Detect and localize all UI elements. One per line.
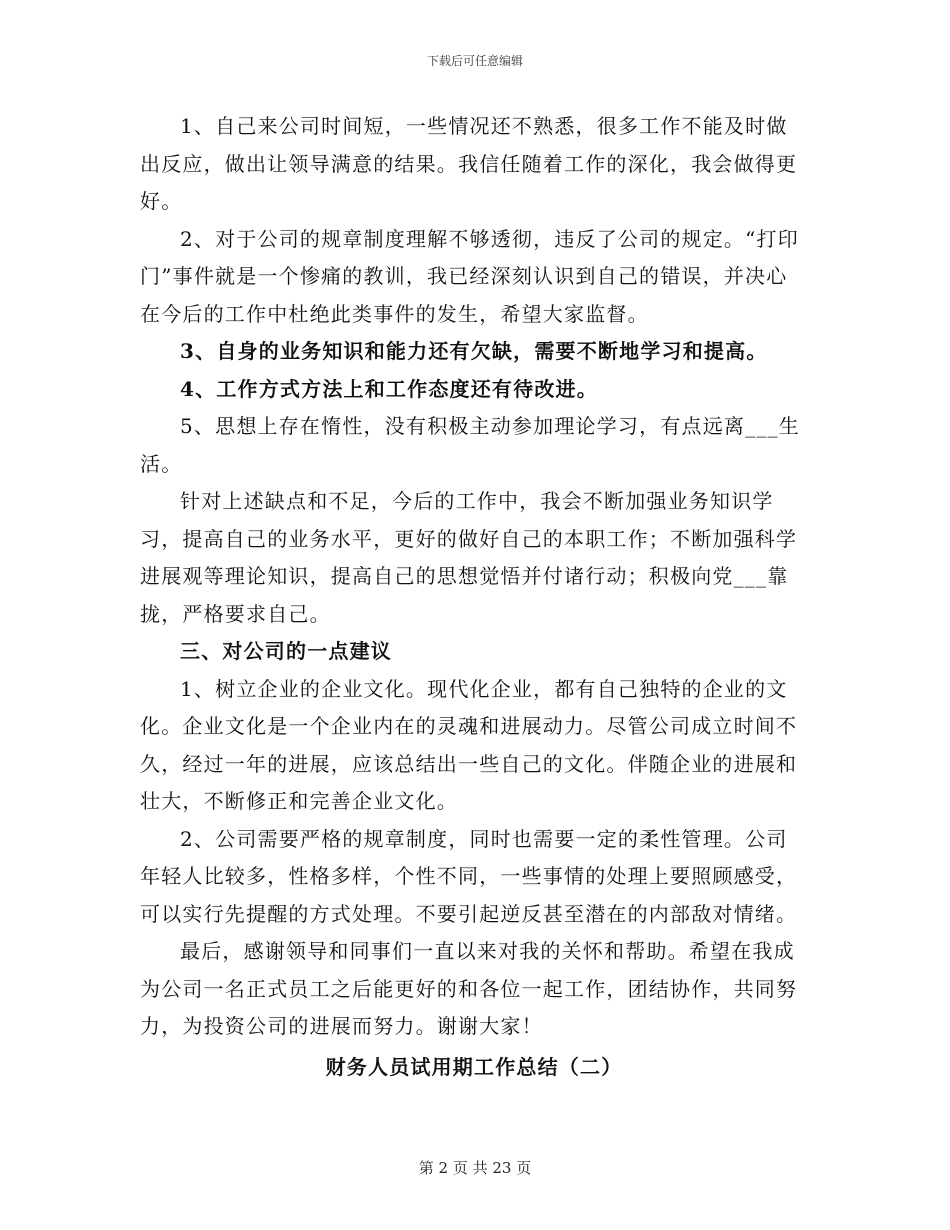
suggestion-item-1: 1、树立企业的企业文化。现代化企业，都有自己独特的企业的文化。企业文化是一个企业内在的灵魂和进展动力。尽管公司成立时间不久，经过一年的进展，应该总结出一些自己的文化。伴随企业的进展和壮大，不断修正和完善企业文化。 <box>140 676 798 813</box>
section-heading-suggestions: 三、对公司的一点建议 <box>180 639 392 663</box>
document-body <box>140 108 808 1086</box>
paragraph-item-2: 2、对于公司的规章制度理解不够透彻，违反了公司的规定。“打印门”事件就是一个惨痛的教训，我已经深刻认识到自己的错误，并决心在今后的工作中杜绝此类事件的发生，希望大家监督。 <box>140 226 799 326</box>
paragraph-item-5: 5、思想上存在惰性，没有积极主动参加理论学习，有点远离___生活。 <box>140 414 800 476</box>
paragraph-improvement-plan: 针对上述缺点和不足，今后的工作中，我会不断加强业务知识学习，提高自己的业务水平，更好的做好自己的本职工作；不断加强科学进展观等理论知识，提高自己的思想觉悟并付诸行动；积极向党___靠拢，严格要求自己。 <box>140 489 798 626</box>
paragraph-item-4: 4、工作方式方法上和工作态度还有待改进。 <box>180 376 598 401</box>
page-header: 下载后可任意编辑 <box>426 54 523 68</box>
page-footer: 第 2 页 共 23 页 <box>418 1159 532 1177</box>
closing-paragraph: 最后，感谢领导和同事们一直以来对我的关怀和帮助。希望在我成为公司一名正式员工之后能更好的和各位一起工作，团结协作，共同努力，为投资公司的进展而努力。谢谢大家！ <box>140 939 798 1038</box>
paragraph-item-1: 1、自己来公司时间短，一些情况还不熟悉，很多工作不能及时做出反应，做出让领导满意的结果。我信任随着工作的深化，我会做得更好。 <box>140 114 798 213</box>
suggestion-item-2: 2、公司需要严格的规章制度，同时也需要一定的柔性管理。公司年轻人比较多，性格多样，个性不同，一些事情的处理上要照顾感受，可以实行先提醒的方式处理。不要引起逆反甚至潜在的内部敌对情绪。 <box>140 826 798 926</box>
paragraph-item-3: 3、自身的业务知识和能力还有欠缺，需要不断地学习和提高。 <box>180 339 768 363</box>
section-title: 财务人员试用期工作总结（二） <box>325 1054 623 1079</box>
